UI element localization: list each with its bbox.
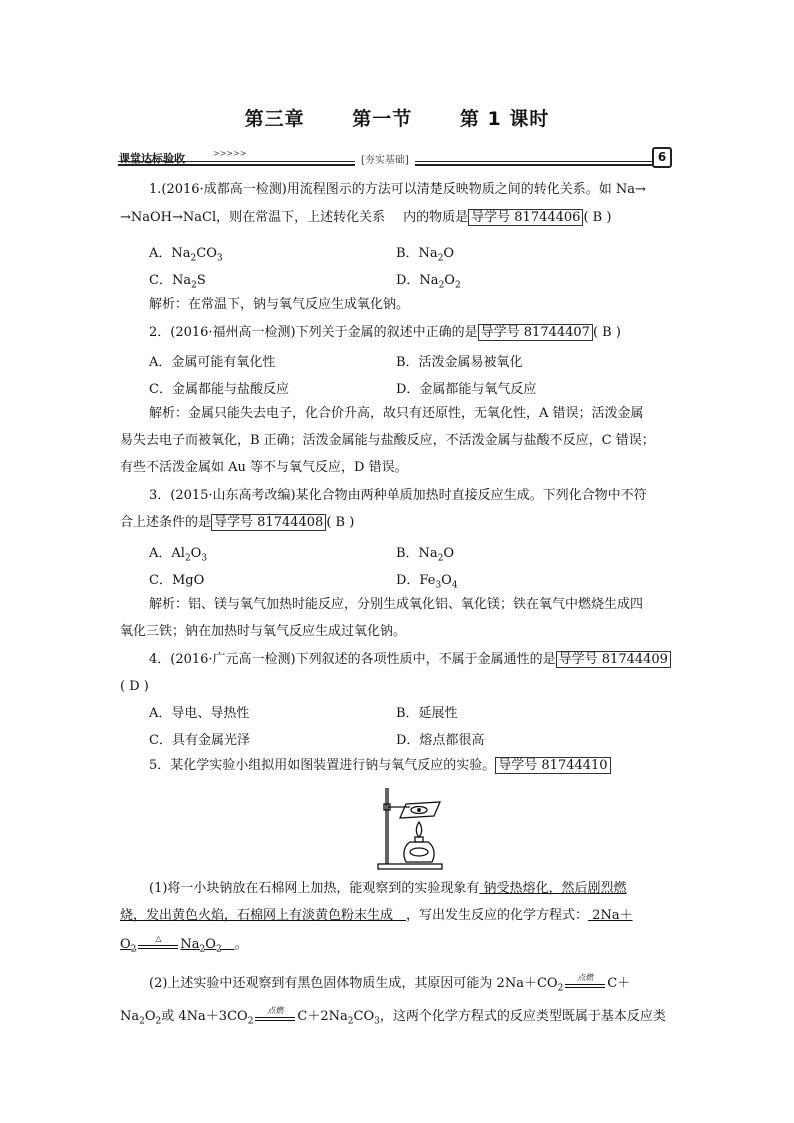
q2-option-c: C．金属都能与盐酸反应 bbox=[149, 382, 289, 397]
q2-analysis-2: 易失去电子而被氧化，B 正确；活泼金属能与盐酸反应，不活泼金属与盐酸不反应，C 错误； bbox=[120, 433, 655, 448]
section-arrows: >>>>> bbox=[213, 149, 247, 158]
q2-option-a: A．金属可能有氧化性 bbox=[149, 355, 276, 370]
q1-option-c: C．$Na_2S$ bbox=[149, 273, 206, 291]
q5-guide-link[interactable]: 导学号 81744410 bbox=[495, 757, 610, 774]
q3-option-c: C．MgO bbox=[149, 573, 205, 588]
q5-part1-line1: (1)将一小块钠放在石棉网上加热，能观察到的实验现象有 钠受热熔化，然后剧烈燃 bbox=[149, 881, 627, 896]
q2-answer: ( B ) bbox=[592, 325, 621, 340]
q1-line2-mid: 内的物质是 bbox=[403, 210, 469, 225]
equation-arrow: △ bbox=[136, 938, 180, 952]
q5-part2-line2: $Na_2O_2$或 $4Na+3CO_2$ 点燃 $C+2Na_2CO_3$，这两个化学方程式的反应类型既属于基本反应类 bbox=[120, 1005, 666, 1027]
q2-analysis-3: 有些不活泼金属如 Au 等不与氧气反应，D 错误。 bbox=[120, 460, 408, 475]
chapter-title: 第三章 bbox=[244, 108, 305, 130]
section-label: 课堂达标验收 bbox=[119, 152, 185, 165]
q3-option-a: A．$Al_2O_3$ bbox=[149, 546, 208, 564]
lesson-title: 第 1 课时 bbox=[459, 108, 550, 130]
q2-option-d: D．金属都能与氧气反应 bbox=[396, 382, 537, 397]
q1-line2-pre: →NaOH→NaCl，则在常温下，上述转化关系 bbox=[120, 210, 386, 225]
q1-option-d: D．$Na_2O_2$ bbox=[396, 273, 461, 291]
q2-stem: 2．(2016·福州高一检测)下列关于金属的叙述中正确的是 导学号 81744407 ( B ) bbox=[149, 325, 621, 340]
q1-answer: ( B ) bbox=[583, 210, 612, 225]
q4-option-b: B．延展性 bbox=[396, 706, 458, 721]
q4-answer: ( D ) bbox=[120, 679, 149, 694]
q5-part2-line1: (2)上述实验中还观察到有黑色固体物质生成，其原因可能为 $2Na+CO_2$ 点燃 C＋ bbox=[149, 972, 631, 994]
q3-line1: 3．(2015·山东高考改编)某化合物由两种单质加热时直接反应生成。下列化合物中不符 bbox=[149, 488, 647, 503]
q2-option-b: B．活泼金属易被氧化 bbox=[396, 355, 523, 370]
q2-guide-link[interactable]: 导学号 81744407 bbox=[478, 324, 593, 341]
section-title: 第一节 bbox=[352, 108, 413, 130]
q3-analysis-2: 氧化三铁；钠在加热时与氧气反应生成过氧化钠。 bbox=[120, 624, 407, 639]
q4-option-d: D．熔点都很高 bbox=[396, 733, 485, 748]
apparatus-diagram bbox=[370, 782, 450, 872]
q1-line2 bbox=[120, 209, 611, 227]
q5-part1-line2: 烧，发出黄色火焰，石棉网上有淡黄色粉末生成 ，写出发生反应的化学方程式： 2Na＋ bbox=[120, 908, 633, 923]
q3-line2: 合上述条件的是 导学号 81744408 ( B ) bbox=[120, 515, 355, 530]
q3-option-b: B．$Na_2O$ bbox=[396, 546, 455, 564]
q1-guide-link[interactable]: 导学号 81744406 bbox=[468, 209, 583, 226]
q5-part1-equation: $O_2$ △ $Na_2O_2$ 。 bbox=[120, 933, 248, 955]
q2-analysis-1: 解析：金属只能失去电子，化合价升高，故只有还原性，无氧化性，A 错误；活泼金属 bbox=[149, 406, 644, 421]
q4-option-c: C．具有金属光泽 bbox=[149, 733, 250, 748]
q1-line1: 1.(2016·成都高一检测)用流程图示的方法可以清楚反映物质之间的转化关系。如 Na→ bbox=[149, 182, 646, 197]
q3-guide-link[interactable]: 导学号 81744408 bbox=[211, 514, 326, 531]
q1-option-a: A．$Na_2CO_3$ bbox=[149, 246, 223, 264]
q4-stem: 4．(2016·广元高一检测)下列叙述的各项性质中，不属于金属通性的是 导学号 81744409 bbox=[149, 651, 671, 669]
equation-arrow: 点燃 bbox=[563, 977, 607, 991]
q5-stem: 5．某化学实验小组拟用如图装置进行钠与氧气反应的实验。 导学号 81744410 bbox=[149, 757, 611, 775]
q3-answer: ( B ) bbox=[326, 515, 355, 530]
section-badge: 6 bbox=[652, 147, 672, 168]
q1-option-b: B．$Na_2O$ bbox=[396, 246, 455, 264]
q3-option-d: D．$Fe_3O_4$ bbox=[396, 573, 458, 591]
q1-analysis: 解析：在常温下，钠与氧气反应生成氧化钠。 bbox=[149, 297, 410, 312]
page-title bbox=[0, 104, 794, 131]
q4-guide-link[interactable]: 导学号 81744409 bbox=[556, 651, 671, 668]
equation-arrow: 点燃 bbox=[253, 1010, 297, 1024]
section-subtitle: [夯实基础] bbox=[355, 151, 415, 166]
q3-analysis-1: 解析：铝、镁与氧气加热时能反应，分别生成氧化铝、氧化镁；铁在氧气中燃烧生成四 bbox=[149, 597, 644, 612]
q4-option-a: A．导电、导热性 bbox=[149, 706, 250, 721]
